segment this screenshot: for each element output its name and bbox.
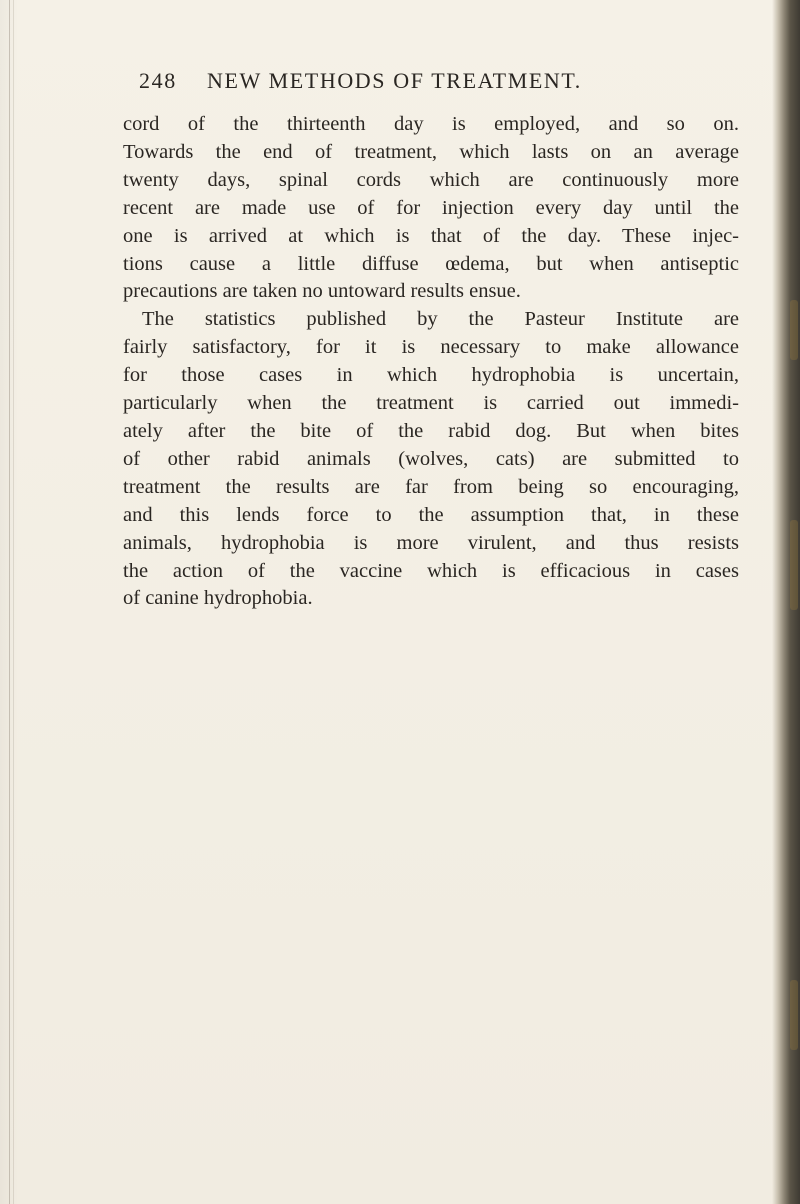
page-edge-stain: [790, 980, 798, 1050]
paragraph: [123, 111, 739, 306]
page-gutter-line-inner: [13, 0, 14, 1204]
page-number: 248: [139, 68, 177, 93]
text-line: animals, hydrophobia is more virulent, and thus resists: [123, 531, 739, 554]
body-text: [123, 111, 739, 613]
text-line: for those cases in which hydrophobia is uncertain,: [123, 364, 739, 387]
text-line: one is arrived at which is that of the day. These injec-: [123, 224, 739, 247]
page-gutter-line: [9, 0, 10, 1204]
page-header: [139, 66, 759, 96]
text-line: Towards the end of treatment, which lasts on an average: [123, 140, 739, 163]
text-line: twenty days, spinal cords which are continuously more: [123, 168, 739, 191]
text-line: cord of the thirteenth day is employed, and so on.: [123, 113, 739, 135]
text-line: recent are made use of for injection every day until the: [123, 196, 739, 219]
page-edge-stain: [790, 300, 798, 360]
text-line: particularly when the treatment is carried out immedi-: [123, 392, 739, 415]
running-title: NEW METHODS OF TREATMENT.: [207, 68, 582, 93]
text-line: tions cause a little diffuse œdema, but when antiseptic: [123, 252, 739, 275]
text-line: of other rabid animals (wolves, cats) are submitted to: [123, 447, 739, 470]
text-line: The statistics published by the Pasteur Institute are: [142, 308, 739, 331]
text-line: the action of the vaccine which is efficacious in cases: [123, 559, 739, 582]
paragraph: [123, 306, 739, 613]
text-line: and this lends force to the assumption that, in these: [123, 503, 739, 526]
page-edge-stain: [790, 520, 798, 610]
text-line: treatment the results are far from being so encouraging,: [123, 475, 739, 498]
text-line: ately after the bite of the rabid dog. But when bites: [123, 419, 739, 442]
text-line: fairly satisfactory, for it is necessary to make allowance: [123, 336, 739, 359]
text-line: precautions are taken no untoward results ensue.: [123, 280, 521, 303]
text-line: of canine hydrophobia.: [123, 587, 313, 610]
